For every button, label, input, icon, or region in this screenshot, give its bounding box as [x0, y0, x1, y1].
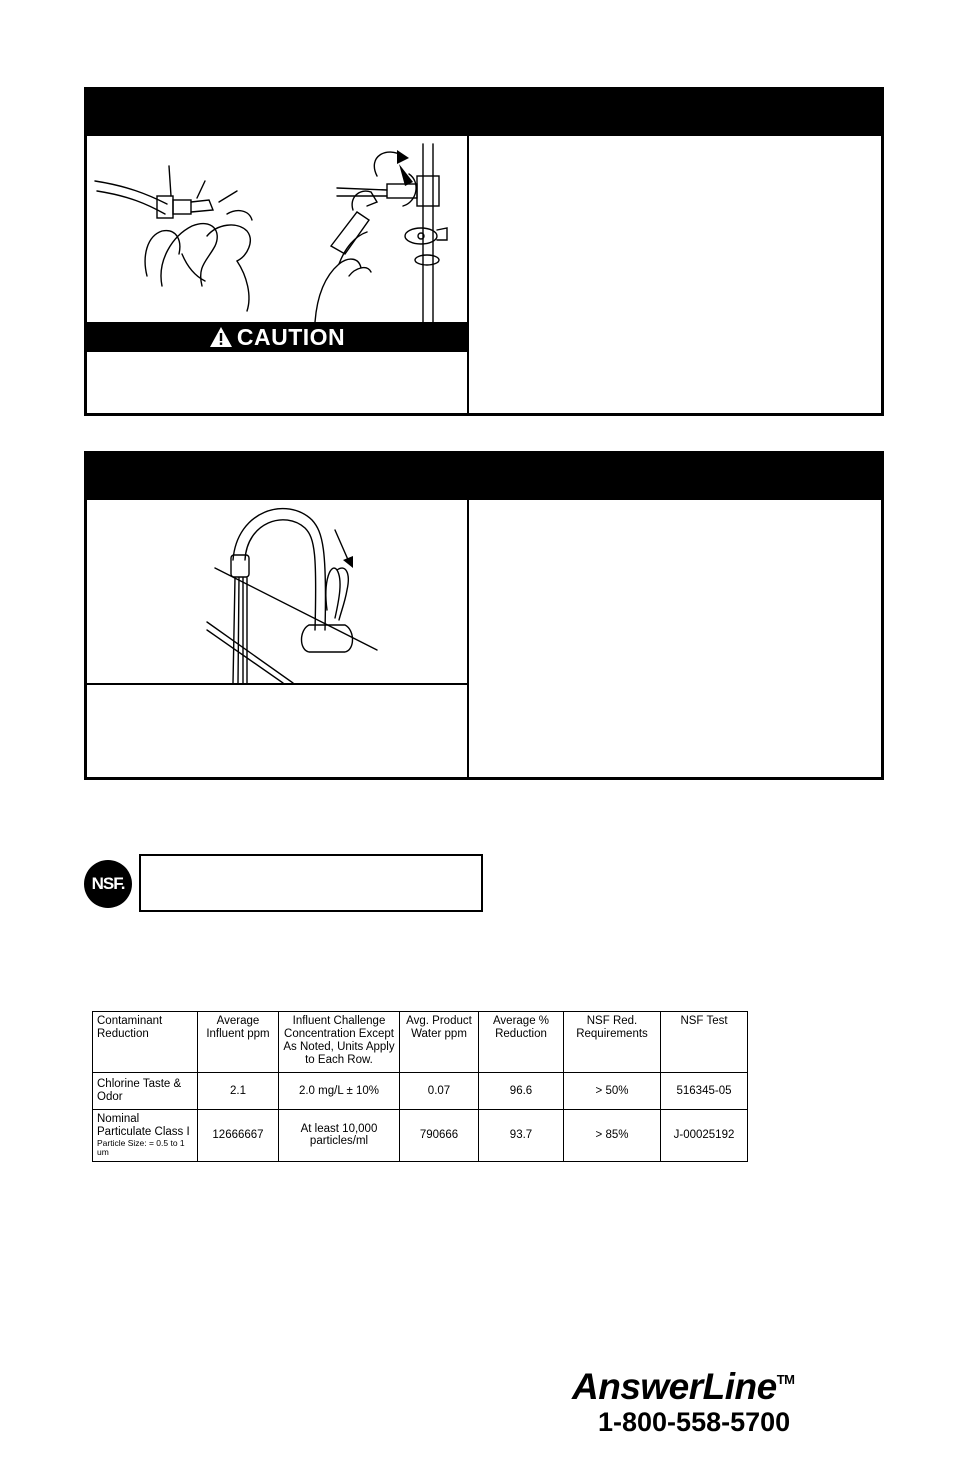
cell-challenge: At least 10,000 particles/ml — [279, 1110, 400, 1162]
panel-header — [87, 90, 881, 136]
cell-avg-product: 0.07 — [400, 1073, 479, 1110]
brand-name: AnswerLine — [572, 1366, 777, 1407]
caution-banner — [87, 322, 467, 352]
table-header-row — [93, 1012, 748, 1073]
cell-test: J-00025192 — [661, 1110, 748, 1162]
table-row — [93, 1110, 748, 1162]
panel-header — [87, 454, 881, 500]
cell-avg-reduction: 93.7 — [479, 1110, 564, 1162]
faucet-illustration — [87, 500, 467, 683]
cell-avg-product: 790666 — [400, 1110, 479, 1162]
performance-data-table — [92, 1011, 748, 1162]
cell-contaminant: Chlorine Taste & Odor — [93, 1073, 198, 1110]
support-phone-number: 1-800-558-5700 — [598, 1407, 791, 1437]
column-divider — [467, 500, 469, 777]
header-requirement: NSF Red. Requirements — [564, 1012, 661, 1073]
nsf-logo: NSF. — [84, 860, 132, 908]
header-avg-reduction: Average % Reduction — [479, 1012, 564, 1073]
header-test: NSF Test — [661, 1012, 748, 1073]
particle-size-note: Particle Size: = 0.5 to 1 um — [97, 1137, 185, 1158]
answerline-logo — [572, 1366, 795, 1408]
warning-triangle-icon — [209, 326, 233, 348]
cell-avg-influent: 2.1 — [198, 1073, 279, 1110]
header-contaminant: Contaminant Reduction — [93, 1012, 198, 1073]
cell-avg-reduction: 96.6 — [479, 1073, 564, 1110]
cell-requirement: > 50% — [564, 1073, 661, 1110]
install-step-panel — [84, 87, 884, 416]
dispense-step-panel — [84, 451, 884, 780]
cell-challenge: 2.0 mg/L ± 10% — [279, 1073, 400, 1110]
header-avg-product: Avg. Product Water ppm — [400, 1012, 479, 1073]
cell-test: 516345-05 — [661, 1073, 748, 1110]
contaminant-name: Nominal Particulate Class I — [97, 1113, 190, 1138]
nsf-certification-box — [139, 854, 483, 912]
cell-contaminant — [93, 1110, 198, 1162]
column-divider — [467, 136, 469, 413]
section-divider — [87, 683, 467, 685]
header-challenge: Influent Challenge Concentration Except As Noted, Units Apply to Each Row. — [279, 1012, 400, 1073]
cell-requirement: > 85% — [564, 1110, 661, 1162]
cell-avg-influent: 12666667 — [198, 1110, 279, 1162]
connection-illustration — [87, 136, 467, 322]
table-row — [93, 1073, 748, 1110]
trademark-mark: TM — [776, 1372, 795, 1387]
header-avg-influent: Average Influent ppm — [198, 1012, 279, 1073]
caution-label: CAUTION — [236, 323, 346, 350]
